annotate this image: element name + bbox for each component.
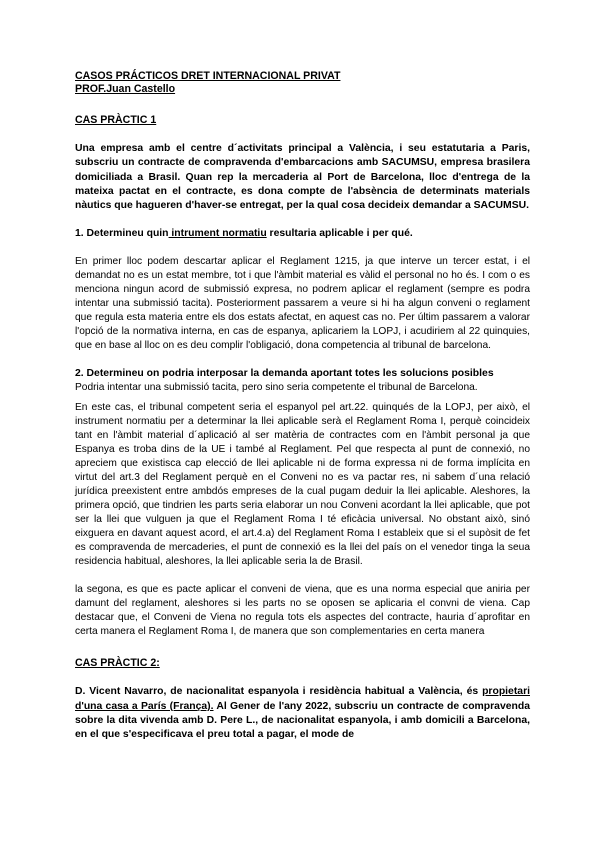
professor-name: PROF.Juan Castello (75, 83, 176, 95)
case-1-answer-2-body: En este cas, el tribunal competent seria el espanyol pel art.22. quinqués de la LOPJ, per això, el instrument normatiu per a determinar la llei aplicable serà el Reglament Roma I, perquè coincideix tant en l'àmbit material d´aplicació al ser matèria de contractes com en l'àmbit personal ja que Espanya es troba dins de la UE i també al Reglament. Pel que respecta al punt de connexió, no apreciem que existisca cap elecció de llei aplicable ni de forma expressa ni de forma implícita en virtut del art.3 del Reglament perquè en el Conveni no es va pactar res, ni sabem d´una relació jurídica preexistent entre ambdós empreses de la cual pugam deduir la llei aplicable. Aleshores, la primera opció, que tindrien les parts seria elaborar un nou Conveni acordant la llei aplicable, que pot ser la llei que vulguen ja que el Reglament Roma I té eficàcia universal. No obstant això, sinó eixguera en davant aquest acord, el art.4.a) del Reglament Roma I estableix que si el supòsit de fet es compravenda de mercaderies, el punt de connexió es la llei del país on el venedor tinga la seua residencia habitual, aleshores, la llei aplicable seria la de Brasil. (75, 402, 530, 568)
case-1-statement: Una empresa amb el centre d´activitats principal a València, i seu estatutaria a Paris, subscriu un contracte de compravenda d'embarcacions amb SACUMSU, empresa brasilera domiciliada a Brasil. Quan rep la mercaderia al Port de Barcelona, lloc d'entrega de la mateixa pactat en el contracte, es dona compte de l'absència de determinats materials nàutics que hagueren d'haver-se entregat, per la qual cosa decideix demandar a SACUMSU. (75, 143, 530, 212)
case-2-title: CAS PRÀCTIC 2: (75, 657, 160, 670)
case-2-statement (75, 685, 530, 742)
case-1-question-1 (75, 227, 530, 241)
case-1-title: CAS PRÀCTIC 1 (75, 114, 157, 126)
document-page (75, 70, 530, 743)
case-1-answer-1: En primer lloc podem descartar aplicar el Reglament 1215, ja que interve un tercer estat, i el demandat no es un estat membre, tot i que l'àmbit material es vàlid el personal no ho és. I com o es menciona ningun acord de submissió expresa, no podrem aplicar el reglament (sempre es podra intentar una submissió tacita). Posteriorment passarem a veure si hi ha algun conveni o reglament que regula esta materia entre els dos estats afectat, en aquest cas no. Per últim passarem a valorar l'opció de la normativa interna, en cas de espanya, aplicariem la LOPJ, i acudiriem al 22 quinquies, que en base al lloc on es deu complir l'obligació, dona competencia al tribunal de barcelona. (75, 256, 530, 352)
case-2-statement-prefix: D. Vicent Navarro, de nacionalitat espanyola i residència habitual a València, és (75, 686, 483, 698)
case-1-answer-2-viena: la segona, es que es pacte aplicar el conveni de viena, que es una norma especial que aniria per damunt del reglament, aleshores si les parts no se oposen se aplicaria el convni de viena. Cap destacar que, el Conveni de Viena no regula tots els aspectes del contracte, hauria d´aprofitar en certa manera el Reglament Roma I, de manera que son complementaries en certa manera (75, 584, 530, 638)
document-title: CASOS PRÁCTICOS DRET INTERNACIONAL PRIVAT (75, 70, 341, 82)
question-1-underlined: intrument normatiu (168, 228, 267, 240)
case-2-statement-suffix: Al Gener de l'any 2022, subscriu un contracte de compravenda sobre la dita vivenda amb D. Pere L., de nacionalitat espanyola, i amb domicili a Barcelona, en el que s'especificava el preu total a pagar, el mode de (75, 700, 530, 741)
question-1-suffix: resultaria aplicable i per qué. (266, 228, 413, 240)
question-1-prefix: 1. Determineu quin (75, 228, 169, 240)
case-1-answer-2-intro: Podria intentar una submissió tacita, pero sino seria competente el tribunal de Barcelona. (75, 382, 478, 394)
case-2-statement-underlined: propietari d'una casa a París (França). (75, 686, 530, 712)
case-1-question-2: 2. Determineu on podria interposar la demanda aportant totes les solucions posibles (75, 368, 494, 380)
